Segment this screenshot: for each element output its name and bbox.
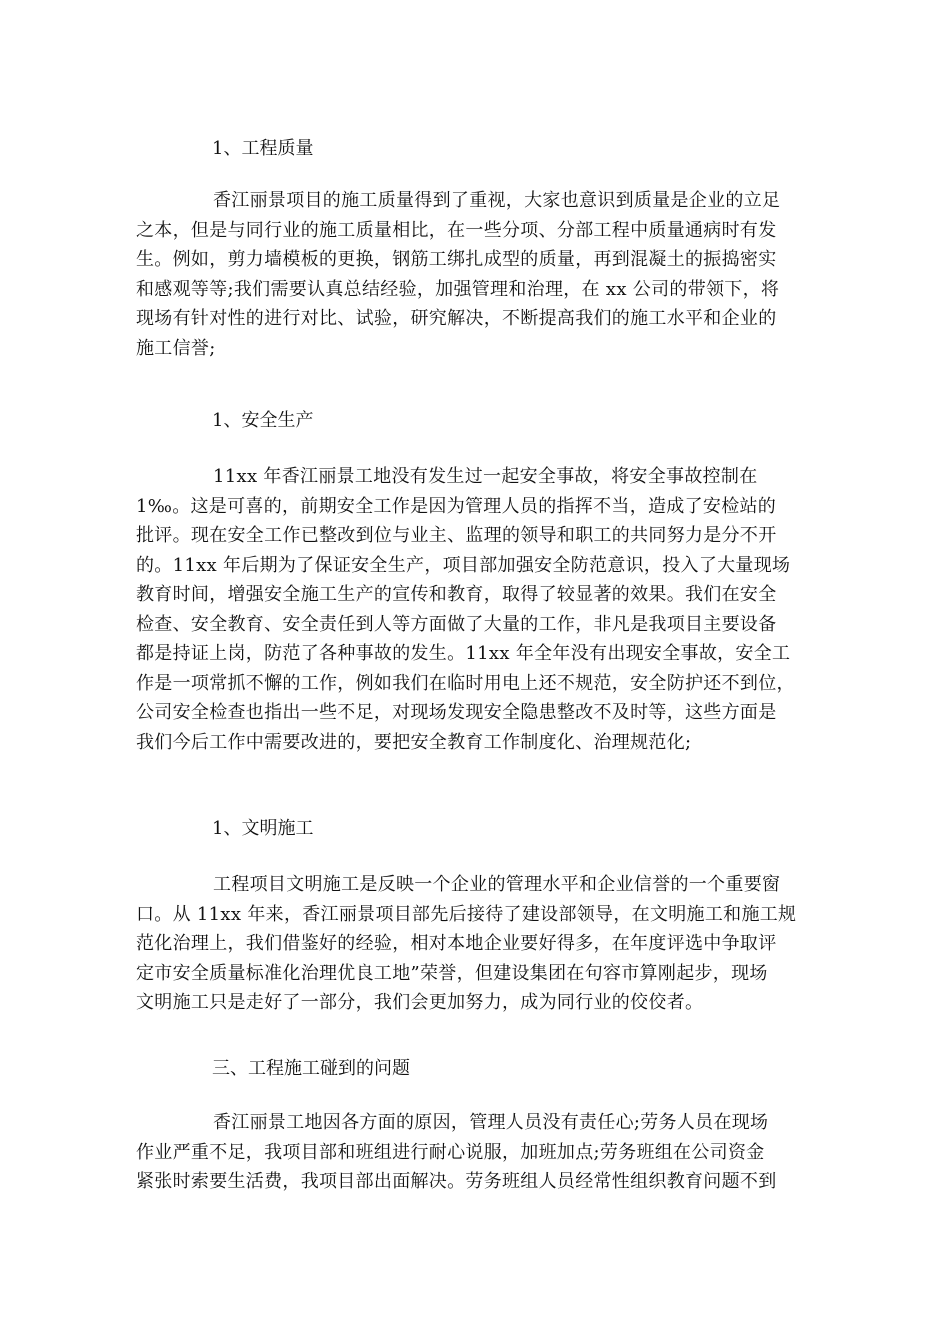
text-line: 施工信誉; — [136, 337, 216, 359]
text-line: 紧张时索要生活费，我项目部出面解决。劳务班组人员经常性组织教育问题不到 — [136, 1171, 777, 1192]
text-line: 都是持证上岗，防范了各种事故的发生。11xx 年全年没有出现安全事故，安全工 — [136, 643, 791, 664]
text-line: 11xx 年香江丽景工地没有发生过一起安全事故，将安全事故控制在 — [213, 466, 758, 487]
section-heading-quality: 1、工程质量 — [212, 138, 314, 159]
text-line: 作是一项常抓不懈的工作，例如我们在临时用电上还不规范，安全防护还不到位， — [136, 672, 795, 694]
text-line: 检查、安全教育、安全责任到人等方面做了大量的工作，非凡是我项目主要设备 — [136, 613, 777, 635]
text-line: 生。例如，剪力墙模板的更换，钢筋工绑扎成型的质量，再到混凝土的振捣密实 — [136, 249, 777, 270]
text-line: 香江丽景项目的施工质量得到了重视，大家也意识到质量是企业的立足 — [213, 190, 781, 211]
section-heading-problems: 三、工程施工碰到的问题 — [212, 1058, 410, 1079]
text-line: 作业严重不足，我项目部和班组进行耐心说服，加班加点;劳务班组在公司资金 — [136, 1141, 765, 1163]
text-line: 香江丽景工地因各方面的原因，管理人员没有责任心;劳务人员在现场 — [213, 1112, 769, 1133]
section-heading-civilized: 1、文明施工 — [212, 818, 314, 839]
section-heading-safety: 1、安全生产 — [212, 410, 314, 431]
text-line: 范化治理上，我们借鉴好的经验，相对本地企业要好得多，在年度评选中争取评 — [136, 933, 777, 954]
text-line: 工程项目文明施工是反映一个企业的管理水平和企业信誉的一个重要窗 — [213, 874, 781, 895]
text-line: 现场有针对性的进行对比、试验，研究解决，不断提高我们的施工水平和企业的 — [136, 308, 777, 329]
text-line: 教育时间，增强安全施工生产的宣传和教育，取得了较显著的效果。我们在安全 — [136, 584, 777, 605]
paragraph-safety — [136, 462, 820, 757]
paragraph-civilized — [136, 870, 820, 1018]
text-line: 批评。现在安全工作已整改到位与业主、监理的领导和职工的共同努力是分不开 — [136, 525, 777, 546]
text-line: 我们今后工作中需要改进的，要把安全教育工作制度化、治理规范化; — [136, 731, 692, 753]
text-line: 口。从 11xx 年来，香江丽景项目部先后接待了建设部领导，在文明施工和施工规 — [136, 903, 797, 925]
text-line: 1‰。这是可喜的，前期安全工作是因为管理人员的指挥不当，造成了安检站的 — [136, 495, 777, 517]
text-line: 公司安全检查也指出一些不足，对现场发现安全隐患整改不及时等，这些方面是 — [136, 702, 777, 723]
paragraph-quality — [136, 186, 820, 363]
text-line: 的。11xx 年后期为了保证安全生产，项目部加强安全防范意识，投入了大量现场 — [136, 554, 791, 576]
text-line: 文明施工只是走好了一部分，我们会更加努力，成为同行业的佼佼者。 — [136, 992, 704, 1013]
text-line: 之本，但是与同行业的施工质量相比，在一些分项、分部工程中质量通病时有发 — [136, 219, 777, 241]
text-line: 定市安全质量标准化治理优良工地”荣誉，但建设集团在句容市算刚起步，现场 — [136, 962, 768, 984]
text-line: 和感观等等;我们需要认真总结经验，加强管理和治理，在 xx 公司的带领下，将 — [136, 278, 780, 300]
paragraph-problems — [136, 1108, 820, 1197]
